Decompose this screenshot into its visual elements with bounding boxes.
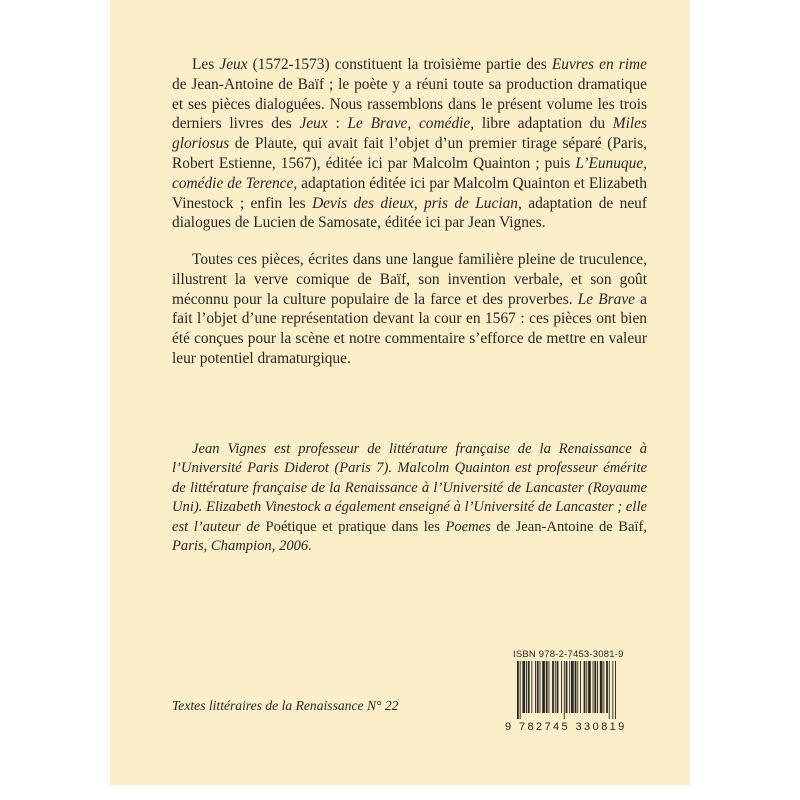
barcode-bar — [520, 661, 521, 719]
text-run: Poétique et pratique dans les — [265, 518, 446, 535]
barcode-bar — [586, 661, 587, 713]
barcode-bar — [564, 661, 565, 719]
text-run: Poemes — [445, 518, 491, 535]
barcode-bar — [588, 661, 591, 713]
barcode-bar — [597, 661, 598, 713]
summary-paragraph-2 — [172, 250, 647, 369]
barcode-bar — [561, 661, 562, 713]
barcode-bar — [552, 661, 554, 713]
barcode-bar — [569, 661, 570, 713]
barcode-bar — [593, 661, 594, 713]
text-run: adaptation éditée ici par Malcolm Quainton et Elizabeth Vinestock ; enfin les — [172, 174, 647, 212]
barcode-bar — [557, 661, 559, 713]
text-run: Toutes ces pièces, écrites dans une langue familière pleine de truculence, illustrent la verve comique de Baïf, son invention verbale, et son goût méconnu pour la culture populaire de la farce et des proverbes. — [172, 251, 647, 308]
text-run: de Plaute, qui avait fait l’objet d’un premier tirage séparé (Paris, Robert Estienne, 1567), éditée ici par Malcolm Quainton ; puis — [172, 135, 647, 172]
text-run: libre adaptation du — [474, 115, 613, 133]
barcode-bar — [609, 661, 610, 719]
barcode-bar — [535, 661, 536, 713]
barcode-bar — [594, 661, 596, 713]
text-run: Le Brave — [577, 290, 636, 308]
barcode-bar — [600, 661, 603, 713]
barcode-bar — [584, 661, 586, 713]
barcode-bar — [542, 661, 545, 713]
barcode-bar — [522, 661, 525, 713]
text-run: Jean Vignes est professeur de littérature française de la Renaissance à l’Université Paris Diderot (Paris 7). Malcolm Quainton est professeur émérite de littérature française de la Renaissance à l’Université de Lancaster (Royaume Uni). Elizabeth Vinestock a également enseigné à l’Université de Lancaster ; elle est l’auteur de — [172, 441, 647, 535]
barcode-bar — [517, 661, 519, 719]
text-run: a fait l’objet d’une représentation devant la cour en 1567 : ces pièces ont bien été conçues pour la scène et notre commentaire s’efforce de mettre en valeur leur potentiel dramaturgique. — [172, 290, 647, 367]
text-run: Jeux — [219, 56, 248, 73]
barcode-bar — [612, 661, 613, 719]
barcode-bar — [603, 661, 604, 713]
text-run: Le Brave, comédie, — [347, 115, 475, 133]
isbn-label: ISBN 978-2-7453-3081-9 — [513, 649, 624, 660]
barcode-bar — [580, 661, 581, 713]
barcode-bar — [615, 661, 616, 719]
authors-bio — [172, 440, 647, 556]
text-run: , adaptation de neuf dialogues de Lucien de Samosate, éditée ici par Jean Vignes. — [172, 194, 648, 232]
isbn-digits: 9 782745 330819 — [505, 721, 627, 733]
series-label: Textes littéraires de la Renaissance N° 22 — [172, 698, 399, 713]
barcode-bar — [577, 661, 578, 713]
text-run: de Jean-Antoine de Baïf, — [490, 518, 647, 535]
barcode-bar — [540, 661, 541, 713]
summary-paragraph-1 — [172, 55, 647, 233]
barcode-bar — [546, 661, 548, 713]
barcode-bar — [526, 661, 527, 713]
text-run: Paris, Champion, 2006. — [172, 538, 312, 555]
barcode-bar — [528, 661, 530, 713]
text-run: Miles gloriosus — [172, 115, 647, 153]
barcode-bar — [575, 661, 577, 713]
barcode-bar — [606, 661, 608, 713]
text-run: Devis des dieux, pris de Lucian — [312, 194, 518, 212]
text-run: Jeux — [299, 115, 328, 133]
text-run: : — [327, 115, 348, 133]
text-run: L’Eunuque, comédie de Terence, — [172, 154, 647, 192]
barcode-bar — [555, 661, 556, 713]
text-run: Euvres en rime — [551, 56, 647, 73]
barcode-bar — [566, 661, 568, 713]
text-run: de Jean-Antoine de Baïf ; le poète y a réuni toute sa production dramatique et ses pièces dialoguées. Nous rassemblons dans le présent volume les trois derniers livres des — [172, 75, 647, 133]
text-run: Les — [192, 56, 220, 73]
barcode-bar — [531, 661, 532, 713]
barcode-bar — [549, 661, 550, 713]
barcode-bar — [537, 661, 539, 713]
barcode-bar — [571, 661, 574, 713]
text-run: (1572-1573) constituent la troisième partie des — [247, 56, 552, 73]
